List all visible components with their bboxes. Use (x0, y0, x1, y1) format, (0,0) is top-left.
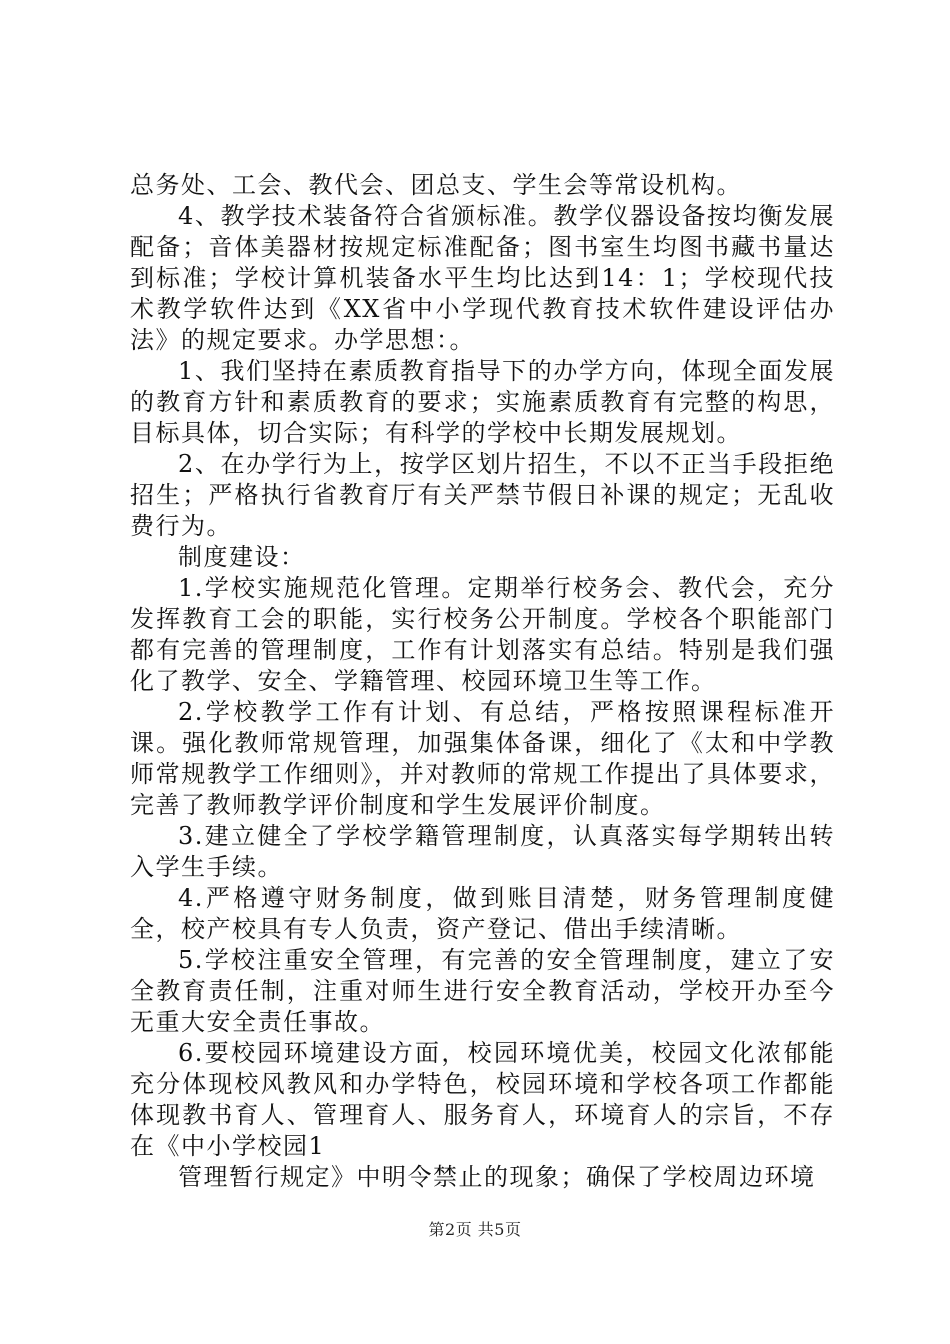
page-number-footer: 第2页 共5页 (428, 1220, 522, 1239)
paragraph: 2.学校教学工作有计划、有总结，严格按照课程标准开课。强化教师常规管理，加强集体备课，细化了《太和中学教师常规教学工作细则》，并对教师的常规工作提出了具体要求，完善了教师教学评价制度和学生发展评价制度。 (130, 698, 835, 819)
paragraph: 6.要校园环境建设方面，校园环境优美，校园文化浓郁能充分体现校风教风和办学特色，校园环境和学校各项工作都能体现教书育人、管理育人、服务育人，环境育人的宗旨，不存在《中小学校园1 (130, 1039, 835, 1160)
section-heading: 制度建设： (178, 543, 306, 571)
paragraph: 1、我们坚持在素质教育指导下的办学方向，体现全面发展的教育方针和素质教育的要求；实施素质教育有完整的构思，目标具体，切合实际；有科学的学校中长期发展规划。 (130, 357, 835, 447)
paragraph: 总务处、工会、教代会、团总支、学生会等常设机构。 (130, 171, 742, 199)
paragraph: 管理暂行规定》中明令禁止的现象；确保了学校周边环境 (178, 1163, 816, 1191)
paragraph: 4.严格遵守财务制度，做到账目清楚，财务管理制度健全，校产校具有专人负责，资产登记、借出手续清晰。 (130, 884, 835, 943)
paragraph: 5.学校注重安全管理，有完善的安全管理制度，建立了安全教育责任制，注重对师生进行安全教育活动，学校开办至今无重大安全责任事故。 (130, 946, 835, 1036)
document-body (130, 170, 835, 1193)
paragraph: 3.建立健全了学校学籍管理制度，认真落实每学期转出转入学生手续。 (130, 822, 835, 881)
paragraph: 2、在办学行为上，按学区划片招生，不以不正当手段拒绝招生；严格执行省教育厅有关严禁节假日补课的规定；无乱收费行为。 (130, 450, 835, 540)
paragraph: 4、教学技术装备符合省颁标准。教学仪器设备按均衡发展配备；音体美器材按规定标准配备；图书室生均图书藏书量达到标准；学校计算机装备水平生均比达到14：1；学校现代技术教学软件达到《XX省中小学现代教育技术软件建设评估办法》的规定要求。办学思想：。 (130, 202, 835, 354)
paragraph: 1.学校实施规范化管理。定期举行校务会、教代会，充分发挥教育工会的职能，实行校务公开制度。学校各个职能部门都有完善的管理制度，工作有计划落实有总结。特别是我们强化了教学、安全、学籍管理、校园环境卫生等工作。 (130, 574, 835, 695)
